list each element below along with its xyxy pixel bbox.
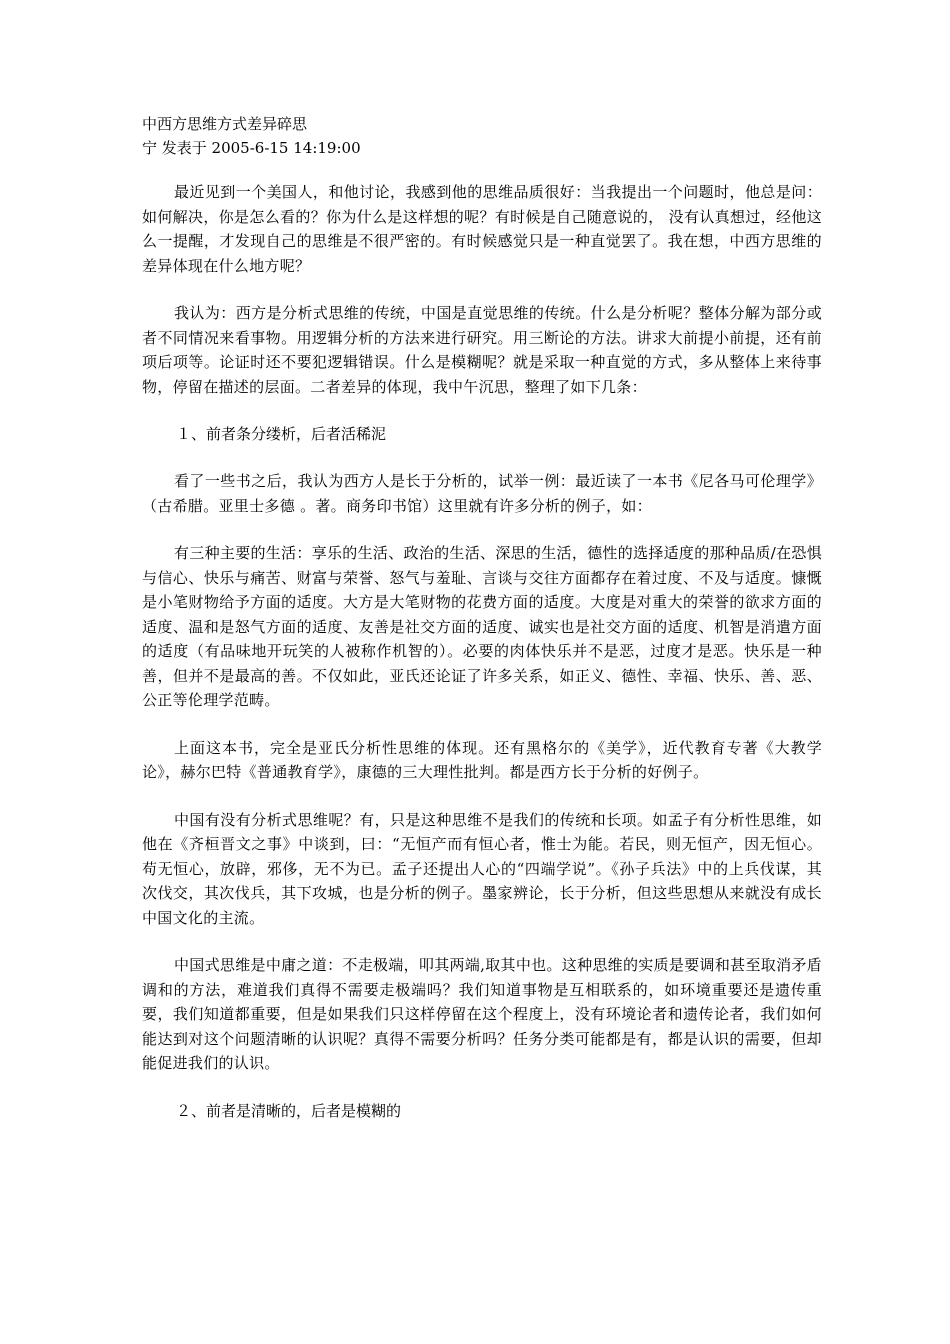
paragraph-5: 上面这本书，完全是亚氏分析性思维的体现。还有黑格尔的《美学》，近代教育专著《大教学论》，赫尔巴特《普通教育学》，康德的三大理性批判。都是西方长于分析的好例子。 — [142, 738, 822, 781]
paragraph-1: 最近见到一个美国人，和他讨论，我感到他的思维品质很好：当我提出一个问题时，他总是问：如何解决，你是怎么看的？你为什么是这样想的呢？有时候是自己随意说的， 没有认真想过，经他这么一提醒，才发现自己的思维是不很严密的。有时候感觉只是一种直觉罢了。我在想，中西方思维的差异体现在什么地方呢？ — [142, 183, 822, 275]
article — [142, 112, 822, 1146]
paragraph-4: 有三种主要的生活：享乐的生活、政治的生活、深思的生活，德性的选择适度的那种品质/在恐惧与信心、快乐与痛苦、财富与荣誉、怒气与羞耻、言谈与交往方面都存在着过度、不及与适度。慷慨是小笔财物给予方面的适度。大方是大笔财物的花费方面的适度。大度是对重大的荣誉的欲求方面的适度、温和是怒气方面的适度、友善是社交方面的适度、诚实也是社交方面的适度、机智是消遣方面的适度（有品味地开玩笑的人被称作机智的）。必要的肉体快乐并不是恶，过度才是恶。快乐是一种善，但并不是最高的善。不仅如此，亚氏还论证了许多关系，如正义、德性、幸福、快乐、善、恶、公正等伦理学范畴。 — [142, 544, 822, 709]
paragraph-2: 我认为：西方是分析式思维的传统，中国是直觉思维的传统。什么是分析呢？整体分解为部分或者不同情况来看事物。用逻辑分析的方法来进行研究。用三断论的方法。讲求大前提小前提，还有前项后项等。论证时还不要犯逻辑错误。什么是模糊呢？就是采取一种直觉的方式，多从整体上来待事物，停留在描述的层面。二者差异的体现，我中午沉思，整理了如下几条： — [142, 304, 822, 396]
article-title: 中西方思维方式差异碎思 — [142, 115, 308, 133]
section-heading-2: ２、前者是清晰的，后者是模糊的 — [176, 1101, 402, 1120]
section-heading-1: １、前者条分缕析，后者活稀泥 — [176, 425, 387, 443]
paragraph-6: 中国有没有分析式思维呢？有，只是这种思维不是我们的传统和长项。如孟子有分析性思维，如他在《齐桓晋文之事》中谈到，曰：“无恒产而有恒心者，惟士为能。若民，则无恒产，因无恒心。苟无恒心，放辟，邪侈，无不为已。孟子还提出人心的“四端学说”。《孙子兵法》中的上兵伐谋，其次伐交，其次伐兵，其下攻城，也是分析的例子。墨家辨论，长于分析，但这些思想从来就没有成长中国文化的主流。 — [142, 810, 822, 927]
paragraph-3: 看了一些书之后，我认为西方人是长于分析的，试举一例：最近读了一本书《尼各马可伦理学》（古希腊。亚里士多德 。著。商务印书馆）这里就有许多分析的例子，如： — [142, 472, 822, 515]
paragraph-7: 中国式思维是中庸之道：不走极端，叩其两端,取其中也。这种思维的实质是要调和甚至取消矛盾调和的方法，难道我们真得不需要走极端吗？我们知道事物是互相联系的，如环境重要还是遗传重要，我们知道都重要，但是如果我们只这样停留在这个程度上，没有环境论者和遗传论者，我们如何能达到对这个问题清晰的认识呢？真得不需要分析吗？任务分类可能都是有，都是认识的需要，但却能促进我们的认识。 — [142, 956, 822, 1072]
post-meta: 宁 发表于 2005-6-15 14:19:00 — [142, 139, 361, 157]
